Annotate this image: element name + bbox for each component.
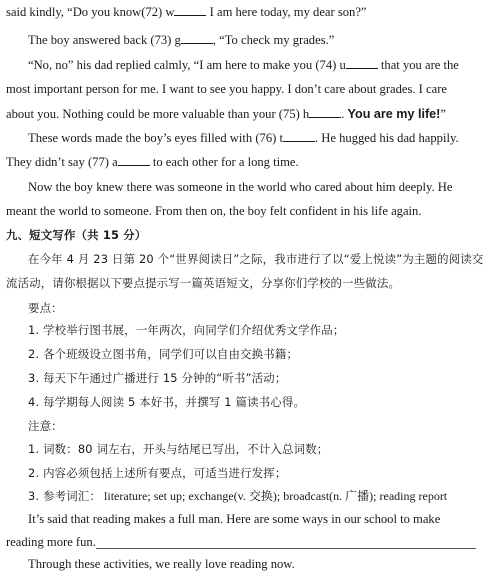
- story-text: about you. Nothing could be more valuable than your (75) h: [6, 107, 310, 121]
- blank-76[interactable]: [283, 141, 315, 142]
- note-text: 3. 参考词汇：: [28, 489, 102, 503]
- story-line-4: most important person for me. I want to see you happy. I don’t care about grades. I care: [6, 82, 447, 96]
- points-label: 要点：: [28, 301, 63, 315]
- story-text: that you are the: [377, 58, 459, 72]
- start-line-2: reading more fun.: [6, 535, 96, 549]
- story-text: . He hugged his dad happily.: [314, 131, 459, 145]
- blank-74[interactable]: [346, 68, 378, 69]
- story-text: ”: [440, 107, 446, 121]
- note-item: 1. 词数：80 词左右，开头与结尾已写出，不计入总词数；: [28, 442, 329, 456]
- point-item: 3. 每天下午通过广播进行 15 分钟的“听书”活动；: [28, 371, 287, 385]
- story-text: said kindly, “Do you know(72) w: [6, 5, 175, 19]
- note-item: 2. 内容必须包括上述所有要点，可适当进行发挥；: [28, 466, 287, 480]
- story-line-5: [6, 106, 446, 122]
- story-text: I am here today, my dear son?”: [206, 5, 367, 19]
- story-line-2: [28, 32, 334, 48]
- start-line-1: It’s said that reading makes a full man. Here are some ways in our school to make: [28, 512, 441, 526]
- notes-label: 注意：: [28, 419, 63, 433]
- answer-line[interactable]: [96, 548, 476, 549]
- blank-73[interactable]: [181, 43, 213, 44]
- point-item: 4. 每学期每人阅读 5 本好书，并撰写 1 篇读书心得。: [28, 395, 306, 409]
- intro-line-2: 流活动，请你根据以下要点提示写一篇英语短文，分享你们学校的一些做法。: [6, 276, 401, 290]
- story-line-6: [28, 130, 459, 146]
- blank-72[interactable]: [174, 15, 206, 16]
- ending-line: Through these activities, we really love reading now.: [28, 557, 295, 571]
- story-line-8: Now the boy knew there was someone in the world who cared about him deeply. He: [28, 180, 453, 194]
- note-item-3: [28, 488, 447, 504]
- blank-77[interactable]: [118, 165, 150, 166]
- blank-75[interactable]: [309, 117, 341, 118]
- story-text: They didn’t say (77) a: [6, 155, 118, 169]
- story-text: to each other for a long time.: [149, 155, 299, 169]
- story-text: These words made the boy’s eyes filled with (76) t: [28, 131, 283, 145]
- point-item: 2. 各个班级设立图书角，同学们可以自由交换书籍；: [28, 347, 299, 361]
- story-line-3: [28, 57, 459, 73]
- story-text: .: [341, 107, 348, 121]
- story-line-1: [6, 4, 367, 20]
- emphasis-text: You are my life!: [347, 107, 441, 121]
- note-vocab: literature; set up; exchange(v. 交换); broadcast(n. 广播); reading report: [101, 489, 448, 503]
- story-text: The boy answered back (73) g: [28, 33, 181, 47]
- section-heading: 九、短文写作（共 15 分）: [6, 228, 147, 242]
- story-text: “No, no” his dad replied calmly, “I am here to make you (74) u: [28, 58, 346, 72]
- story-line-9: meant the world to someone. From then on, the boy felt confident in his life again.: [6, 204, 422, 218]
- point-item: 1. 学校举行图书展，一年两次，向同学们介绍优秀文学作品；: [28, 323, 345, 337]
- story-text: , “To check my grades.”: [212, 33, 335, 47]
- story-line-7: [6, 154, 299, 170]
- intro-line-1: 在今年 4 月 23 日第 20 个“世界阅读日”之际，我市进行了以“爱上悦读”为主题的阅读交: [28, 252, 484, 266]
